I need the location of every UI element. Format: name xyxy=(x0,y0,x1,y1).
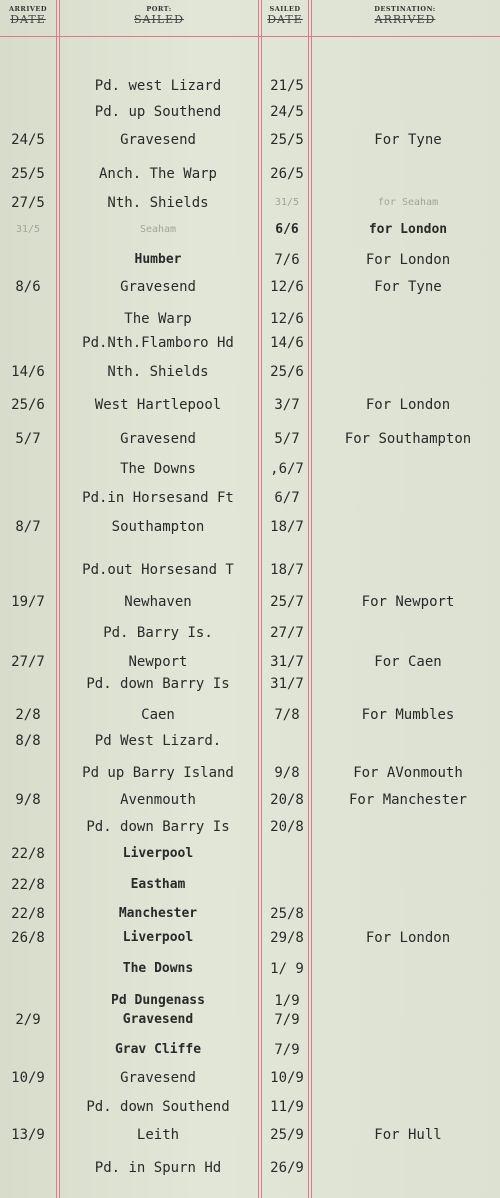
sailed-date: 25/6 xyxy=(270,364,304,380)
arrived-date: 13/9 xyxy=(11,1127,45,1143)
sailed-date: 7/8 xyxy=(274,707,300,723)
sailed-date: 31/7 xyxy=(270,676,304,692)
port-name: Pd. up Southend xyxy=(94,104,222,120)
port-name: Gravesend xyxy=(120,279,196,295)
destination: For London xyxy=(365,252,451,268)
arrived-date: 31/5 xyxy=(15,224,41,235)
sailed-date: 7/9 xyxy=(274,1012,300,1028)
destination: For London xyxy=(365,397,451,413)
sailed-date: 18/7 xyxy=(270,519,304,535)
ledger-row xyxy=(0,906,500,930)
port-name: Liverpool xyxy=(122,930,194,945)
arrived-date: 24/5 xyxy=(11,132,45,148)
port-name: Caen xyxy=(141,707,175,723)
destination: For Tyne xyxy=(374,279,442,295)
ledger-row xyxy=(0,279,500,303)
arrived-date: 9/8 xyxy=(15,792,41,808)
ledger-row xyxy=(0,654,500,678)
arrived-date: 22/8 xyxy=(11,877,45,893)
sailed-date: 21/5 xyxy=(270,78,304,94)
destination: for Seaham xyxy=(377,197,439,208)
sailed-date: 6/6 xyxy=(275,222,299,237)
ledger-row xyxy=(0,132,500,156)
ledger-row xyxy=(0,311,500,335)
ledger-row xyxy=(0,877,500,901)
ledger-row xyxy=(0,195,500,219)
port-name: Pd.out Horsesand T xyxy=(82,562,234,578)
port-name: Anch. The Warp xyxy=(98,166,217,182)
arrived-date: 22/8 xyxy=(11,906,45,922)
header-arrived-sub: DATE xyxy=(10,13,46,26)
arrived-date: 2/8 xyxy=(15,707,41,723)
ledger-row xyxy=(0,1042,500,1066)
header-destination xyxy=(312,5,498,26)
header-destination-label: DESTINATION: xyxy=(374,5,436,13)
port-name: Pd.in Horsesand Ft xyxy=(82,490,234,506)
port-name: Gravesend xyxy=(120,1070,196,1086)
destination: For Hull xyxy=(374,1127,442,1143)
port-name: Manchester xyxy=(118,906,198,921)
port-name: Seaham xyxy=(139,224,177,235)
sailed-date: 14/6 xyxy=(270,335,304,351)
ledger-row xyxy=(0,1099,500,1123)
sailed-date: 25/9 xyxy=(270,1127,304,1143)
sailed-date: 31/5 xyxy=(274,197,300,208)
header-arrived xyxy=(2,5,54,26)
sailed-date: 20/8 xyxy=(270,792,304,808)
port-name: West Hartlepool xyxy=(94,397,222,413)
arrived-date: 26/8 xyxy=(11,930,45,946)
port-name: Nth. Shields xyxy=(107,195,209,211)
port-name: Gravesend xyxy=(120,431,196,447)
ledger-row xyxy=(0,562,500,586)
port-name: Avenmouth xyxy=(120,792,196,808)
sailed-date: 3/7 xyxy=(274,397,300,413)
port-name: Pd.Nth.Flamboro Hd xyxy=(82,335,234,351)
arrived-date: 27/5 xyxy=(11,195,45,211)
header-sailed-sub: DATE xyxy=(267,13,303,26)
sailed-date: 7/9 xyxy=(274,1042,300,1058)
port-name: Leith xyxy=(136,1127,180,1143)
ledger-row xyxy=(0,930,500,954)
sailed-date: 11/9 xyxy=(270,1099,304,1115)
ledger-row xyxy=(0,846,500,870)
port-name: Pd. down Barry Is xyxy=(86,676,230,692)
arrived-date: 5/7 xyxy=(15,431,41,447)
ledger-row xyxy=(0,222,500,246)
destination: For Southampton xyxy=(344,431,472,447)
port-name: Pd West Lizard. xyxy=(94,733,222,749)
arrived-date: 25/5 xyxy=(11,166,45,182)
sailed-date: 6/7 xyxy=(274,490,300,506)
ledger-row xyxy=(0,961,500,985)
destination: For Newport xyxy=(361,594,455,610)
destination: For Caen xyxy=(374,654,442,670)
port-name: Pd up Barry Island xyxy=(82,765,234,781)
port-name: Liverpool xyxy=(122,846,194,861)
destination: for London xyxy=(368,222,448,237)
arrived-date: 25/6 xyxy=(11,397,45,413)
sailed-date: 26/5 xyxy=(270,166,304,182)
arrived-date: 10/9 xyxy=(11,1070,45,1086)
destination: For Tyne xyxy=(374,132,442,148)
destination: For AVonmouth xyxy=(353,765,463,781)
sailed-date: 12/6 xyxy=(270,311,304,327)
port-name: Gravesend xyxy=(120,132,196,148)
arrived-date: 19/7 xyxy=(11,594,45,610)
sailed-date: 10/9 xyxy=(270,1070,304,1086)
ledger-row xyxy=(0,78,500,102)
ledger-row xyxy=(0,1012,500,1036)
sailed-date: 27/7 xyxy=(270,625,304,641)
ledger-row xyxy=(0,397,500,421)
sailed-date: 12/6 xyxy=(270,279,304,295)
port-name: The Downs xyxy=(122,961,194,976)
ledger-row xyxy=(0,707,500,731)
arrived-date: 22/8 xyxy=(11,846,45,862)
port-name: Grav Cliffe xyxy=(114,1042,202,1057)
arrived-date: 14/6 xyxy=(11,364,45,380)
sailed-date: 1/9 xyxy=(274,993,300,1009)
port-name: The Downs xyxy=(120,461,196,477)
ledger-row xyxy=(0,166,500,190)
arrived-date: 27/7 xyxy=(11,654,45,670)
port-name: Newport xyxy=(128,654,188,670)
sailed-date: 24/5 xyxy=(270,104,304,120)
port-name: Eastham xyxy=(130,877,186,892)
ledger-row xyxy=(0,1070,500,1094)
port-name: Nth. Shields xyxy=(107,364,209,380)
sailed-date: 9/8 xyxy=(274,765,300,781)
arrived-date: 2/9 xyxy=(15,1012,41,1028)
ledger-row xyxy=(0,431,500,455)
ledger-row xyxy=(0,733,500,757)
sailed-date: 20/8 xyxy=(270,819,304,835)
header-port-sub: SAILED xyxy=(134,13,184,26)
sailed-date: 26/9 xyxy=(270,1160,304,1176)
destination: For Mumbles xyxy=(361,707,455,723)
sailed-date: ,6/7 xyxy=(270,461,304,477)
ledger-row xyxy=(0,461,500,485)
sailed-date: 1/ 9 xyxy=(270,961,304,977)
sailed-date: 25/7 xyxy=(270,594,304,610)
ledger-row xyxy=(0,252,500,276)
port-name: Pd. down Southend xyxy=(86,1099,230,1115)
ledger-row xyxy=(0,1160,500,1184)
arrived-date: 8/8 xyxy=(15,733,41,749)
sailed-date: 31/7 xyxy=(270,654,304,670)
port-name: Pd. in Spurn Hd xyxy=(94,1160,222,1176)
header-destination-sub: ARRIVED xyxy=(374,13,436,26)
sailed-date: 29/8 xyxy=(270,930,304,946)
header-sailed xyxy=(262,5,308,26)
port-name: Pd. down Barry Is xyxy=(86,819,230,835)
port-name: Newhaven xyxy=(124,594,192,610)
header-rule xyxy=(0,36,500,37)
header-sailed-label: SAILED xyxy=(269,5,301,13)
ledger-row xyxy=(0,819,500,843)
destination: For London xyxy=(365,930,451,946)
arrived-date: 8/6 xyxy=(15,279,41,295)
sailed-date: 5/7 xyxy=(274,431,300,447)
ledger-header xyxy=(0,2,500,36)
arrived-date: 8/7 xyxy=(15,519,41,535)
sailed-date: 25/5 xyxy=(270,132,304,148)
ledger-row xyxy=(0,1127,500,1151)
port-name: Southampton xyxy=(111,519,205,535)
ledger-row xyxy=(0,765,500,789)
ledger-row xyxy=(0,364,500,388)
ledger-row xyxy=(0,490,500,514)
ledger-row xyxy=(0,335,500,359)
sailed-date: 7/6 xyxy=(274,252,300,268)
header-port xyxy=(60,5,258,26)
sailed-date: 25/8 xyxy=(270,906,304,922)
ledger-row xyxy=(0,676,500,700)
port-name: Gravesend xyxy=(122,1012,194,1027)
ledger-row xyxy=(0,594,500,618)
destination: For Manchester xyxy=(348,792,467,808)
port-name: Pd. west Lizard xyxy=(94,78,222,94)
port-name: The Warp xyxy=(124,311,192,327)
ledger-row xyxy=(0,792,500,816)
port-name: Pd. Barry Is. xyxy=(103,625,213,641)
port-name: Humber xyxy=(134,252,182,267)
sailed-date: 18/7 xyxy=(270,562,304,578)
ledger-row xyxy=(0,519,500,543)
port-name: Pd Dungenass xyxy=(111,993,205,1008)
ledger-row xyxy=(0,625,500,649)
header-arrived-label: ARRIVED xyxy=(8,5,48,13)
ledger-row xyxy=(0,104,500,128)
header-port-label: PORT: xyxy=(146,5,172,13)
